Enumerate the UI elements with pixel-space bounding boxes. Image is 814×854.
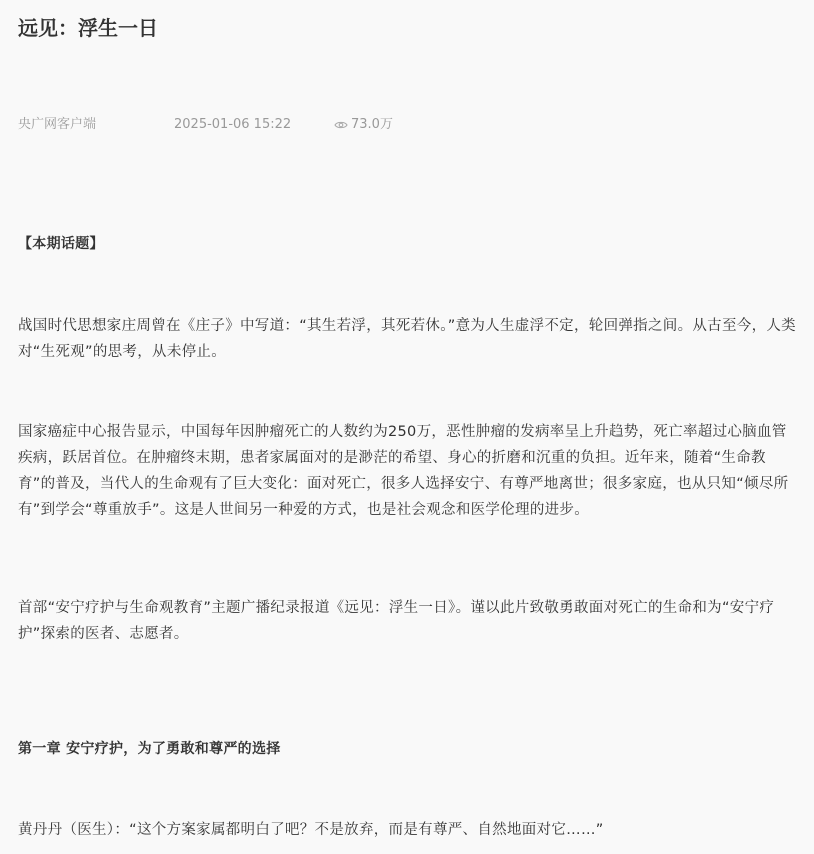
view-count-value: 73.0万 xyxy=(351,117,393,132)
paragraph-documentary: 首部“安宁疗护与生命观教育”主题广播纪录报道《远见：浮生一日》。谨以此片致敬勇敢面对死亡的生命和为“安宁疗护”探索的医者、志愿者。 xyxy=(18,600,775,642)
eye-icon xyxy=(334,120,348,130)
chapter-heading: 第一章 安宁疗护，为了勇敢和尊严的选择 xyxy=(18,741,281,757)
paragraph-intro: 战国时代思想家庄周曾在《庄子》中写道：“其生若浮，其死若休。”意为人生虚浮不定，轮回弹指之间。从古至今，人类对“生死观”的思考，从未停止。 xyxy=(18,318,796,360)
paragraph-statistics: 国家癌症中心报告显示，中国每年因肿瘤死亡的人数约为250万，恶性肿瘤的发病率呈上升趋势，死亡率超过心脑血管疾病，跃居首位。在肿瘤终末期，患者家属面对的是渺茫的希望、身心的折磨和沉重的负担。近年来，随着“生命教育”的普及，当代人的生命观有了巨大变化：面对死亡，很多人选择安宁、有尊严地离世；很多家庭，也从只知“倾尽所有”到学会“尊重放手”。这是人世间另一种爱的方式，也是社会观念和医学伦理的进步。 xyxy=(18,424,789,518)
source-label[interactable]: 央广网客户端 xyxy=(18,117,97,132)
paragraph-quote: 黄丹丹（医生）：“这个方案家属都明白了吧？不是放弃，而是有尊严、自然地面对它……” xyxy=(18,822,604,838)
publish-time: 2025-01-06 15:22 xyxy=(174,117,292,132)
topic-heading: 【本期话题】 xyxy=(18,236,104,252)
article-title: 远见：浮生一日 xyxy=(18,16,158,40)
view-count xyxy=(334,116,393,134)
